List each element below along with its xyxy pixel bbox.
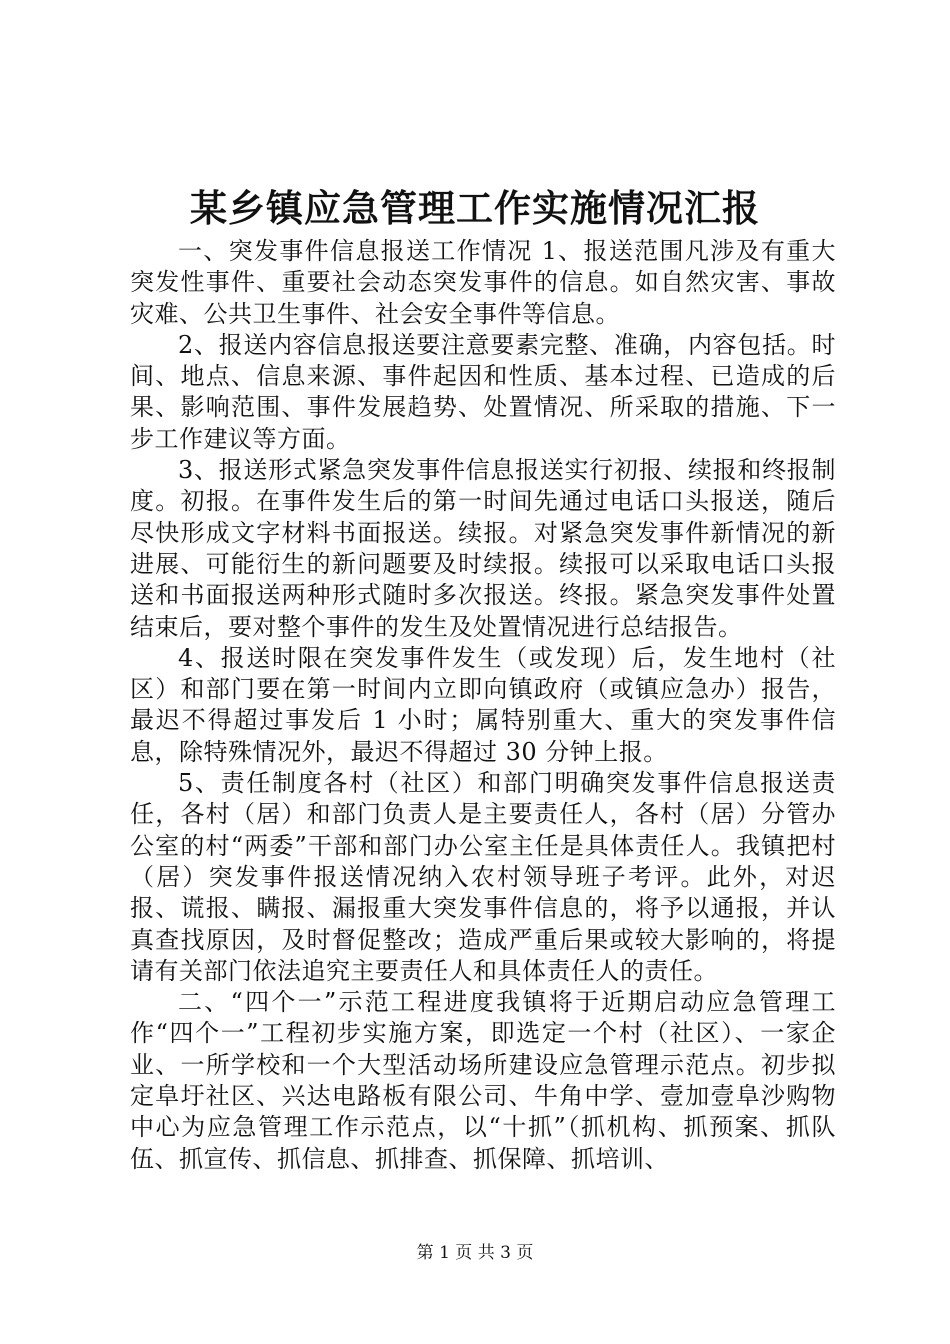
paragraph: 5、责任制度各村（社区）和部门明确突发事件信息报送责任，各村（居）和部门负责人是主要责任人，各村（居）分管办公室的村“两委”干部和部门办公室主任是具体责任人。我镇把村（居）突发事件报送情况纳入农村领导班子考评。此外，对迟报、谎报、瞒报、漏报重大突发事件信息的，将予以通报，并认真查找原因，及时督促整改；造成严重后果或较大影响的，将提请有关部门依法追究主要责任人和具体责任人的责任。 <box>130 769 836 985</box>
paragraph: 一、突发事件信息报送工作情况 1、报送范围凡涉及有重大突发性事件、重要社会动态突发事件的信息。如自然灾害、事故灾难、公共卫生事件、社会安全事件等信息。 <box>130 237 836 328</box>
paragraph: 4、报送时限在突发事件发生（或发现）后，发生地村（社区）和部门要在第一时间内立即向镇政府（或镇应急办）报告，最迟不得超过事发后 1 小时；属特别重大、重大的突发事件信息，除特殊情况外，最迟不得超过 30 分钟上报。 <box>130 643 836 766</box>
paragraph: 二、“四个一”示范工程进度我镇将于近期启动应急管理工作“四个一”工程初步实施方案，即选定一个村（社区）、一家企业、一所学校和一个大型活动场所建设应急管理示范点。初步拟定阜圩社区、兴达电路板有限公司、牛角中学、壹加壹阜沙购物中心为应急管理工作示范点，以“十抓”（抓机构、抓预案、抓队伍、抓宣传、抓信息、抓排查、抓保障、抓培训、 <box>130 988 836 1173</box>
document-title: 某乡镇应急管理工作实施情况汇报 <box>190 187 760 230</box>
paragraph: 3、报送形式紧急突发事件信息报送实行初报、续报和终报制度。初报。在事件发生后的第一时间先通过电话口头报送，随后尽快形成文字材料书面报送。续报。对紧急突发事件新情况的新进展、可能衍生的新问题要及时续报。续报可以采取电话口头报送和书面报送两种形式随时多次报送。终报。紧急突发事件处置结束后，要对整个事件的发生及处置情况进行总结报告。 <box>130 456 836 641</box>
document-body <box>130 236 836 1175</box>
page-footer: 第 1 页 共 3 页 <box>416 1243 534 1263</box>
paragraph: 2、报送内容信息报送要注意要素完整、准确，内容包括。时间、地点、信息来源、事件起因和性质、基本过程、已造成的后果、影响范围、事件发展趋势、处置情况、所采取的措施、下一步工作建议等方面。 <box>130 330 836 453</box>
